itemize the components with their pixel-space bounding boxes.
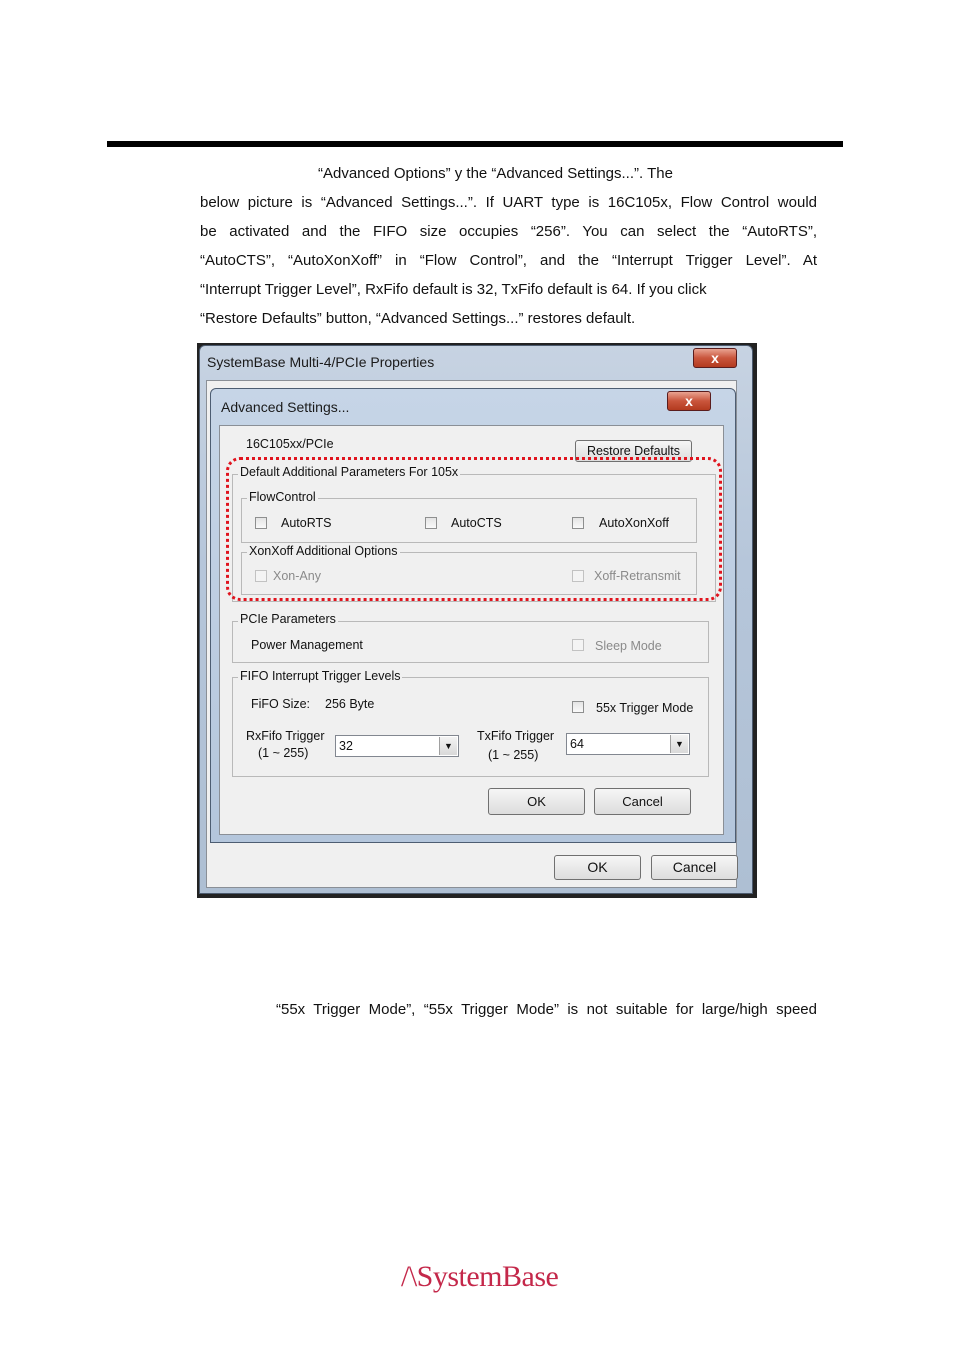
advanced-settings-dialog [210,388,736,843]
para-line-1: “Advanced Options” y the “Advanced Settings...”. The [318,165,673,182]
advanced-close-button[interactable]: x [667,391,711,411]
rx-dropdown-arrow-icon[interactable]: ▼ [439,737,457,755]
properties-ok-button[interactable]: OK [554,855,641,880]
tx-trigger-label: TxFifo Trigger [477,729,555,743]
rx-trigger-range: (1 ~ 255) [258,746,309,760]
uart-type-label: 16C105xx/PCIe [246,437,334,451]
fifo-trigger-legend: FIFO Interrupt Trigger Levels [240,669,401,683]
para2-line-1: “55x Trigger Mode”, “55x Trigger Mode” is not suitable for large/high speed [276,1001,817,1018]
pcie-params-legend: PCIe Parameters [240,612,336,626]
restore-defaults-button[interactable]: Restore Defaults [575,440,692,462]
properties-window [199,345,753,894]
advanced-cancel-button[interactable]: Cancel [594,788,691,815]
para-line-6: “Restore Defaults” button, “Advanced Settings...” restores default. [200,310,636,327]
tx-trigger-range: (1 ~ 255) [488,748,539,762]
tx-trigger-select[interactable] [566,733,690,755]
para-line-5: “Interrupt Trigger Level”, RxFifo default is 32, TxFifo default is 64. If you click [200,281,707,298]
fifo-size-label: FiFO Size: [251,697,311,711]
paragraph-advanced-settings [200,159,817,333]
properties-close-button[interactable]: x [693,348,737,368]
rx-trigger-label: RxFifo Trigger [246,729,325,743]
sleep-mode-label: Sleep Mode [595,639,662,653]
screenshot [197,343,757,898]
auto-cts-label: AutoCTS [451,516,502,530]
advanced-ok-button[interactable]: OK [488,788,585,815]
tx-dropdown-arrow-icon[interactable]: ▼ [670,735,688,753]
systembase-logo: /\SystemBase [401,1260,559,1293]
para-line-4: “AutoCTS”, “AutoXonXoff” in “Flow Control”, and the “Interrupt Trigger Level”. At [200,252,817,269]
header-rule [107,141,843,147]
properties-window-title: SystemBase Multi-4/PCIe Properties [207,354,435,370]
flow-control-legend: FlowControl [249,490,316,504]
tx-trigger-value: 64 [570,737,584,751]
trigger-mode-55x-label: 55x Trigger Mode [596,701,694,715]
fifo-size-value: 256 Byte [325,697,375,711]
trigger-mode-55x-checkbox[interactable] [572,701,584,713]
xon-any-label: Xon-Any [273,569,321,583]
rx-trigger-value: 32 [339,739,353,753]
advanced-settings-title: Advanced Settings... [221,399,350,415]
advanced-settings-body [219,425,724,835]
group-105x-legend: Default Additional Parameters For 105x [240,465,459,479]
rx-trigger-select[interactable] [335,735,459,757]
xonxoff-options-legend: XonXoff Additional Options [249,544,398,558]
paragraph-55x-trigger [200,995,817,1024]
auto-xonxoff-label: AutoXonXoff [599,516,669,530]
para-line-2: below picture is “Advanced Settings...”. If UART type is 16C105x, Flow Control would [200,194,817,211]
para-line-3: be activated and the FIFO size occupies “256”. You can select the “AutoRTS”, [200,223,817,240]
xoff-retransmit-label: Xoff-Retransmit [594,569,681,583]
highlight-105x-region [226,457,722,601]
power-management-label: Power Management [251,638,363,652]
auto-rts-label: AutoRTS [281,516,332,530]
properties-cancel-button[interactable]: Cancel [651,855,738,880]
fifo-trigger-group [232,677,709,777]
sleep-mode-checkbox[interactable] [572,639,584,651]
